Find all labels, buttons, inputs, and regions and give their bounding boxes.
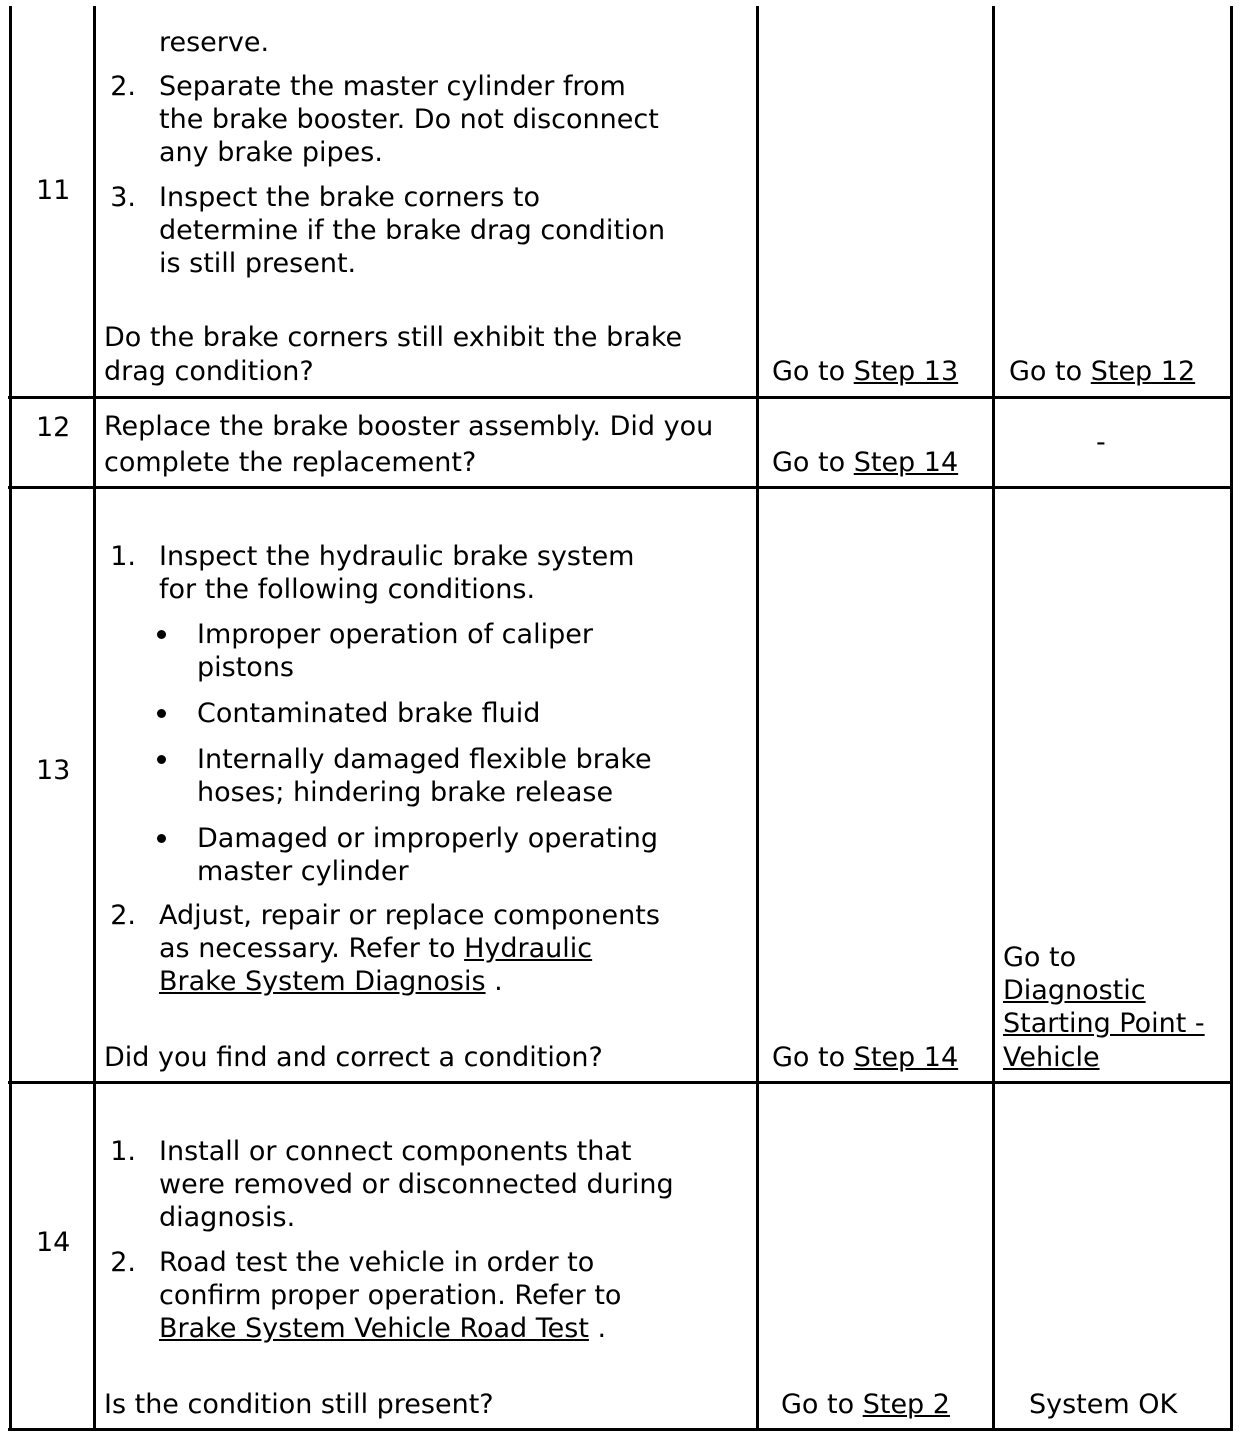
- list-item-text: confirm proper operation. Refer to: [159, 1280, 622, 1311]
- question-text: drag condition?: [104, 356, 314, 387]
- list-item-text: Adjust, repair or replace components: [159, 900, 660, 931]
- suffix-text: .: [485, 966, 503, 997]
- question-text: Did you find and correct a condition?: [104, 1042, 603, 1073]
- list-item-number: 2.: [110, 900, 136, 931]
- hydraulic-diagnosis-link[interactable]: Hydraulic: [464, 933, 593, 964]
- diagnostic-starting-point-link[interactable]: Starting Point -: [1003, 1008, 1205, 1039]
- step-link[interactable]: Step 13: [853, 356, 959, 387]
- diagnostic-starting-point-link[interactable]: Vehicle: [1003, 1042, 1100, 1073]
- bullet-item-text: hoses; hindering brake release: [197, 777, 614, 808]
- bullet-icon: [157, 630, 166, 639]
- no-cell: [1009, 355, 1195, 388]
- yes-prefix: Go to: [781, 1389, 863, 1420]
- yes-cell: [772, 1041, 958, 1074]
- road-test-link[interactable]: Brake System Vehicle Road Test: [159, 1313, 589, 1344]
- list-item-text: [159, 1312, 606, 1345]
- no-cell-status: System OK: [1029, 1389, 1178, 1420]
- row-divider: [8, 1081, 1233, 1084]
- bullet-item-text: Improper operation of caliper: [197, 619, 593, 650]
- list-item-text: were removed or disconnected during: [159, 1169, 674, 1200]
- step-number: 11: [36, 175, 71, 206]
- yes-cell: [772, 446, 958, 479]
- list-item-text: reserve.: [159, 27, 270, 58]
- no-cell-dash: -: [1096, 427, 1106, 458]
- list-item-text: [159, 932, 592, 965]
- step-number: 14: [36, 1227, 71, 1258]
- table-divider-action: [756, 6, 759, 1431]
- row-divider: [8, 486, 1233, 489]
- yes-prefix: Go to: [772, 356, 854, 387]
- list-item-text: [159, 965, 503, 998]
- list-item-text: Inspect the brake corners to: [159, 182, 541, 213]
- list-item-text: diagnosis.: [159, 1202, 296, 1233]
- yes-cell: [781, 1388, 950, 1421]
- list-item-number: 1.: [110, 1136, 136, 1167]
- hydraulic-diagnosis-link[interactable]: Brake System Diagnosis: [159, 966, 486, 997]
- diagnostic-starting-point-link[interactable]: Diagnostic: [1003, 975, 1146, 1006]
- table-border-left: [9, 6, 12, 1431]
- question-text: Do the brake corners still exhibit the brake: [104, 322, 683, 353]
- bullet-icon: [157, 834, 166, 843]
- table-border-right: [1230, 6, 1233, 1431]
- list-item-text: Separate the master cylinder from: [159, 71, 626, 102]
- yes-prefix: Go to: [772, 447, 854, 478]
- yes-cell: [772, 355, 958, 388]
- yes-prefix: Go to: [772, 1042, 854, 1073]
- bullet-item-text: master cylinder: [197, 856, 409, 887]
- step-number: 12: [36, 412, 71, 443]
- step-link[interactable]: Step 2: [862, 1389, 950, 1420]
- suffix-text: .: [588, 1313, 607, 1344]
- bullet-icon: [157, 709, 166, 718]
- list-item-text: for the following conditions.: [159, 574, 536, 605]
- list-item-number: 1.: [110, 541, 136, 572]
- table-border-bottom: [8, 1428, 1233, 1431]
- bullet-item-text: Damaged or improperly operating: [197, 823, 658, 854]
- table-divider-step: [93, 6, 96, 1431]
- question-text: Replace the brake booster assembly. Did you: [104, 411, 714, 442]
- question-text: complete the replacement?: [104, 447, 477, 478]
- list-item-text: determine if the brake drag condition: [159, 215, 666, 246]
- bullet-icon: [157, 755, 166, 764]
- list-item-number: 2.: [110, 1247, 136, 1278]
- list-item-number: 2.: [110, 71, 136, 102]
- list-item-text: Road test the vehicle in order to: [159, 1247, 595, 1278]
- step-link[interactable]: Step 12: [1090, 356, 1196, 387]
- list-item-text: is still present.: [159, 248, 357, 279]
- table-divider-yes: [992, 6, 995, 1431]
- list-item-text: the brake booster. Do not disconnect: [159, 104, 659, 135]
- question-text: Is the condition still present?: [104, 1389, 494, 1420]
- refer-text: as necessary. Refer to: [159, 933, 465, 964]
- step-link[interactable]: Step 14: [853, 447, 959, 478]
- bullet-item-text: Internally damaged flexible brake: [197, 744, 652, 775]
- step-number: 13: [36, 755, 71, 786]
- list-item-number: 3.: [110, 182, 136, 213]
- list-item-text: Install or connect components that: [159, 1136, 632, 1167]
- row-divider: [8, 396, 1233, 399]
- list-item-text: Inspect the hydraulic brake system: [159, 541, 635, 572]
- list-item-text: any brake pipes.: [159, 137, 383, 168]
- bullet-item-text: Contaminated brake fluid: [197, 698, 541, 729]
- no-cell-prefix: Go to: [1003, 942, 1077, 973]
- bullet-item-text: pistons: [197, 652, 294, 683]
- no-prefix: Go to: [1009, 356, 1091, 387]
- step-link[interactable]: Step 14: [853, 1042, 959, 1073]
